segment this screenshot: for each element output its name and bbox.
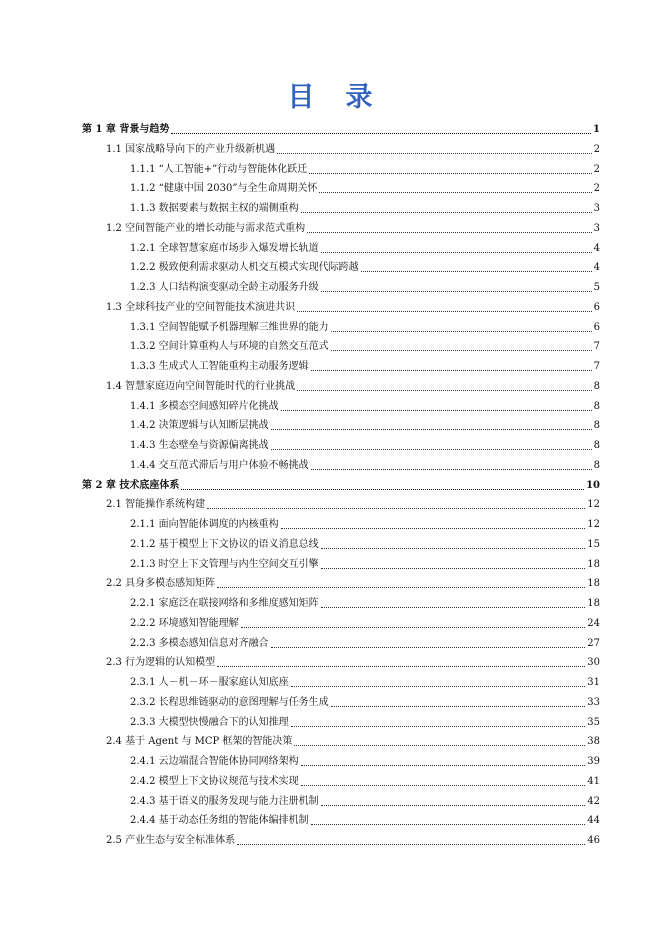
- toc-entry-text: 1.4.4 交互范式滞后与用户体验不畅挑战: [130, 459, 309, 471]
- toc-section-entry[interactable]: [106, 735, 600, 749]
- toc-page-number: 15: [587, 538, 600, 550]
- dot-leader: [309, 173, 591, 174]
- dot-leader: [294, 745, 585, 746]
- dot-leader: [311, 469, 592, 470]
- toc-entry-text: 第 1 章 背景与趋势: [82, 124, 170, 135]
- dot-leader: [297, 311, 592, 312]
- dot-leader: [321, 805, 586, 806]
- toc-page-number: 6: [593, 301, 600, 313]
- toc-section-entry[interactable]: [106, 380, 600, 394]
- toc-entry-text: 2.2.2 环境感知智能理解: [130, 617, 239, 629]
- toc-section-entry[interactable]: [106, 834, 600, 848]
- toc-page-number: 7: [593, 361, 600, 372]
- toc-entry-text: 2.1.3 时空上下文管理与内生空间交互引擎: [130, 558, 319, 570]
- toc-entry-text: 2.3.2 长程思维链驱动的意图理解与任务生成: [130, 696, 329, 708]
- toc-page-number: 24: [587, 617, 600, 629]
- dot-leader: [271, 449, 592, 450]
- toc-title: 目 录: [287, 82, 375, 113]
- toc-page-number: 42: [587, 795, 600, 807]
- dot-leader: [301, 765, 586, 766]
- dot-leader: [281, 410, 592, 411]
- toc-entry-text: 2.2.1 家庭泛在联接网络和多维度感知矩阵: [130, 598, 319, 609]
- dot-leader: [307, 232, 592, 233]
- toc-page-number: 3: [593, 222, 600, 234]
- toc-entry-text: 2.2 具身多模态感知矩阵: [106, 578, 216, 590]
- toc-entry-text: 2.4.1 云边端混合智能体协同网络架构: [130, 756, 299, 767]
- dot-leader: [217, 587, 585, 588]
- dot-leader: [321, 568, 586, 569]
- toc-page-number: 18: [587, 598, 600, 609]
- toc-section-entry[interactable]: [106, 143, 600, 157]
- dot-leader: [291, 686, 586, 687]
- toc-subsection-entry[interactable]: [130, 400, 600, 414]
- toc-subsection-entry[interactable]: [130, 795, 600, 809]
- toc-page-number: 39: [587, 756, 600, 767]
- toc-entry-text: 1.4 智慧家庭迈向空间智能时代的行业挑战: [106, 380, 296, 392]
- dot-leader: [321, 607, 586, 608]
- toc-page-number: 5: [593, 282, 600, 293]
- dot-leader: [331, 331, 592, 332]
- dot-leader: [311, 370, 592, 371]
- toc-page-number: 2: [593, 163, 600, 175]
- toc-entry-text: 1.1.1 “人工智能+”行动与智能体化跃迁: [130, 163, 308, 175]
- toc-subsection-entry[interactable]: [130, 597, 600, 611]
- dot-leader: [237, 844, 585, 845]
- toc-chapter-entry[interactable]: [82, 479, 600, 493]
- toc-entry-text: 2.1 智能操作系统构建: [106, 499, 206, 511]
- toc-subsection-entry[interactable]: [130, 261, 600, 275]
- toc-section-entry[interactable]: [106, 222, 600, 236]
- dot-leader: [301, 785, 586, 786]
- toc-page-number: 10: [586, 479, 600, 491]
- toc-entry-text: 1.3.3 生成式人工智能重构主动服务逻辑: [130, 361, 309, 372]
- toc-subsection-entry[interactable]: [130, 439, 600, 453]
- toc-subsection-entry[interactable]: [130, 558, 600, 572]
- toc-page-number: 4: [593, 242, 600, 254]
- dot-leader: [321, 548, 586, 549]
- dot-leader: [301, 212, 592, 213]
- toc-entry-text: 2.4 基于 Agent 与 MCP 框架的智能决策: [106, 736, 293, 748]
- toc-subsection-entry[interactable]: [130, 755, 600, 769]
- toc-subsection-entry[interactable]: [130, 538, 600, 552]
- dot-leader: [331, 350, 592, 351]
- dot-leader: [171, 133, 591, 134]
- toc-page-number: 33: [587, 696, 600, 708]
- toc-entry-text: 1.3 全球科技产业的空间智能技术演进共识: [106, 301, 296, 313]
- dot-leader: [331, 706, 586, 707]
- toc-subsection-entry[interactable]: [130, 676, 600, 690]
- toc-page-number: 18: [587, 558, 600, 570]
- dot-leader: [311, 824, 586, 825]
- toc-entry-text: 1.2.3 人口结构演变驱动全龄主动服务升级: [130, 282, 319, 293]
- toc-page-number: 8: [593, 380, 600, 392]
- toc-entry-text: 2.1.1 面向智能体调度的内核重构: [130, 519, 279, 530]
- toc-subsection-entry[interactable]: [130, 696, 600, 710]
- toc-subsection-entry[interactable]: [130, 716, 600, 730]
- toc-subsection-entry[interactable]: [130, 281, 600, 295]
- dot-leader: [217, 666, 585, 667]
- toc-page-number: 46: [587, 835, 600, 846]
- toc-entry-text: 第 2 章 技术底座体系: [82, 479, 180, 491]
- toc-entry-text: 1.4.1 多模态空间感知碎片化挑战: [130, 400, 279, 412]
- toc-entry-text: 1.3.1 空间智能赋予机器理解三维世界的能力: [130, 321, 329, 333]
- toc-page-number: 30: [587, 657, 600, 669]
- dot-leader: [207, 508, 585, 509]
- toc-page-number: 8: [593, 440, 600, 451]
- toc-entry-text: 1.1 国家战略导向下的产业升级新机遇: [106, 143, 276, 155]
- toc-subsection-entry[interactable]: [130, 637, 600, 651]
- toc-entry-text: 1.1.2 “健康中国 2030”与全生命周期关怀: [130, 183, 318, 195]
- toc-subsection-entry[interactable]: [130, 617, 600, 631]
- toc-subsection-entry[interactable]: [130, 459, 600, 473]
- toc-subsection-entry[interactable]: [130, 340, 600, 354]
- toc-page-number: 44: [587, 815, 600, 827]
- toc-page-number: 35: [587, 716, 600, 728]
- toc-subsection-entry[interactable]: [130, 419, 600, 433]
- toc-page-number: 27: [587, 637, 600, 649]
- toc-entry-text: 2.2.3 多模态感知信息对齐融合: [130, 637, 269, 649]
- toc-page-number: 3: [593, 203, 600, 214]
- toc-entry-text: 1.2 空间智能产业的增长动能与需求范式重构: [106, 222, 306, 234]
- toc-page-number: 12: [587, 519, 600, 530]
- dot-leader: [271, 429, 592, 430]
- toc-subsection-entry[interactable]: [130, 775, 600, 789]
- dot-leader: [291, 726, 586, 727]
- toc-entry-text: 2.4.3 基于语义的服务发现与能力注册机制: [130, 795, 319, 807]
- toc-section-entry[interactable]: [106, 301, 600, 315]
- toc-section-entry[interactable]: [106, 656, 600, 670]
- dot-leader: [281, 528, 586, 529]
- toc-subsection-entry[interactable]: [130, 202, 600, 216]
- toc-page-number: 41: [587, 775, 600, 787]
- toc-subsection-entry[interactable]: [130, 814, 600, 828]
- toc-entry-text: 2.3.3 大模型快慢融合下的认知推理: [130, 716, 289, 728]
- toc-entry-text: 1.4.3 生态壁垒与资源偏离挑战: [130, 440, 269, 451]
- dot-leader: [361, 271, 592, 272]
- dot-leader: [271, 647, 586, 648]
- dot-leader: [321, 291, 592, 292]
- dot-leader: [321, 252, 592, 253]
- toc-chapter-entry[interactable]: [82, 123, 600, 137]
- toc-entry-text: 2.5 产业生态与安全标准体系: [106, 835, 236, 846]
- toc-entry-text: 1.2.1 全球智慧家庭市场步入爆发增长轨道: [130, 242, 319, 254]
- toc-subsection-entry[interactable]: [130, 321, 600, 335]
- dot-leader: [319, 192, 591, 193]
- toc-entry-text: 2.3.1 人－机－环－服家庭认知底座: [130, 677, 289, 688]
- toc-entry-text: 2.4.4 基于动态任务组的智能体编排机制: [130, 815, 309, 827]
- toc-page-number: 4: [593, 262, 600, 274]
- toc-page-number: 8: [593, 420, 600, 432]
- toc-entry-text: 2.3 行为逻辑的认知模型: [106, 657, 216, 669]
- toc-entry-text: 1.2.2 极致便利需求驱动人机交互模式实现代际跨越: [130, 262, 359, 274]
- toc-entry-text: 2.1.2 基于模型上下文协议的语义消息总线: [130, 538, 319, 550]
- dot-leader: [181, 489, 584, 490]
- toc-page-number: 18: [587, 578, 600, 590]
- toc-page-number: 2: [593, 183, 600, 195]
- toc-entry-text: 1.1.3 数据要素与数据主权的端侧重构: [130, 203, 299, 214]
- toc-subsection-entry[interactable]: [130, 242, 600, 256]
- toc-page-number: 38: [587, 736, 600, 748]
- toc-subsection-entry[interactable]: [130, 182, 600, 196]
- toc-page-number: 12: [587, 499, 600, 511]
- toc-page-number: 8: [593, 459, 600, 471]
- toc-subsection-entry[interactable]: [130, 163, 600, 177]
- toc-section-entry[interactable]: [106, 577, 600, 591]
- toc-page-number: 8: [593, 400, 600, 412]
- dot-leader: [277, 153, 592, 154]
- toc-entry-text: 2.4.2 模型上下文协议规范与技术实现: [130, 775, 299, 787]
- toc-entry-text: 1.4.2 决策逻辑与认知断层挑战: [130, 420, 269, 432]
- dot-leader: [241, 627, 586, 628]
- toc-page-number: 31: [587, 677, 600, 688]
- toc-page-number: 7: [593, 341, 600, 353]
- toc-section-entry[interactable]: [106, 498, 600, 512]
- toc-subsection-entry[interactable]: [130, 360, 600, 374]
- toc-page-number: 2: [593, 143, 600, 155]
- toc-page-number: 1: [593, 124, 600, 135]
- toc-page-number: 6: [593, 321, 600, 333]
- toc-subsection-entry[interactable]: [130, 518, 600, 532]
- toc-entry-text: 1.3.2 空间计算重构人与环境的自然交互范式: [130, 341, 329, 353]
- dot-leader: [297, 390, 592, 391]
